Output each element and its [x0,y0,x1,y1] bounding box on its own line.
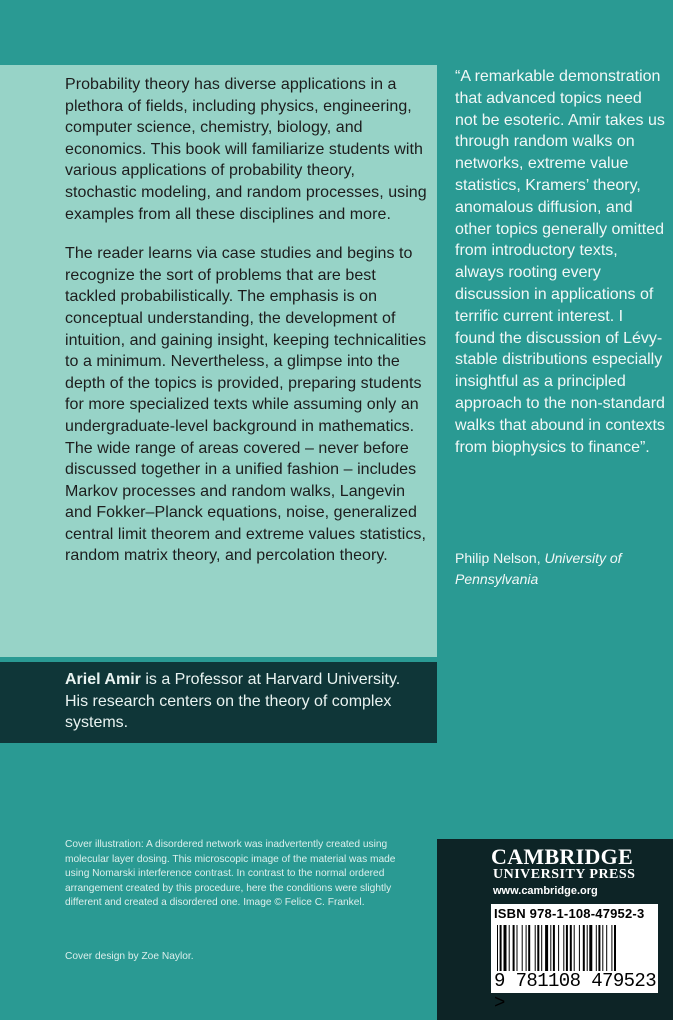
barcode-bar [596,925,597,971]
barcode-bar [614,925,616,971]
barcode-bar [611,925,612,971]
isbn-label: ISBN 978-1-108-47952-3 [494,906,645,921]
barcode-bar [570,925,572,971]
barcode-bar [589,925,592,971]
barcode-bar [558,925,559,971]
barcode-bar [566,925,568,971]
barcode-bar [550,925,551,971]
publisher-name: CAMBRIDGE [491,844,634,869]
barcode-bar [537,925,539,971]
barcode-bar [517,925,518,971]
barcode-bar [606,925,607,971]
description-paragraph-1: Probability theory has diverse applications in a plethora of fields, including physics, engineering, computer science, chemistry, biology, and economics. This book will familiarize students with various applications of probability theory, stochastic modeling, and random processes, using examples from all these disciplines and more. [65,76,427,223]
barcode-bar [535,925,536,971]
barcode-bar [563,925,564,971]
barcode-bar [587,925,588,971]
barcode-bar [526,925,527,971]
barcode-bar [509,925,510,971]
barcode-bar [497,925,498,971]
barcode-bar [553,925,555,971]
barcode-bar [541,925,542,971]
cover-design-credit: Cover design by Zoe Naylor. [65,951,194,962]
author-name: Ariel Amir [65,671,141,688]
author-bio [65,669,425,734]
barcode-bars-icon [497,925,657,971]
barcode-bar [598,925,600,971]
barcode-bar [504,925,507,971]
book-description [65,74,430,585]
barcode-digits: 9 781108 479523 > [494,970,657,1014]
cover-illustration-credit: Cover illustration: A disordered network was inadvertently created using molecular layer dosing. This microscopic image of the material was made using Nomarski interference contrast. In contrast to the normal ordered arrangement created by this procedure, here the conditions were slightly different and created a disordered one. Image © Felice C. Frankel. [65,839,396,909]
endorser-affiliation: University of Pennsylvania [455,550,622,587]
barcode-bar [513,925,515,971]
barcode-bar [583,925,585,971]
author-bio-text: is a Professor at Harvard University. His research centers on the theory of complex systems. [65,671,401,732]
barcode-bar [528,925,530,971]
endorsement-quote: “A remarkable demonstration that advanced topics need not be esoteric. Amir takes us through random walks on networks, extreme value statistics, Kramers’ theory, anomalous diffusion, and other topics generally omitted from introductory texts, always rooting every discussion in applications of terrific current interest. I found the discussion of Lévy-stable distributions especially insightful as a principled approach to the non-standard walks that abound in contexts from biophysics to finance”. [455,68,665,456]
barcode-bar [500,925,502,971]
endorsement-attribution [455,548,665,590]
barcode-bar [574,925,575,971]
description-paragraph-2: The reader learns via case studies and begins to recognize the sort of problems that are best tackled probabilistically. The emphasis is on conceptual understanding, the development of intuition, and gaining insight, keeping technicalities to a minimum. Nevertheless, a glimpse into the depth of the topics is provided, preparing students for more specialized texts while assuming only an undergraduate-level background in mathematics. The wide range of areas covered – never before discussed together in a unified fashion – includes Markov processes and random walks, Langevin and Fokker–Planck equations, noise, generalized central limit theorem and extreme values statistics, random matrix theory, and percolation theory. [65,245,427,565]
barcode-bar [522,925,523,971]
barcode-bar [602,925,603,971]
barcode-bar [579,925,580,971]
publisher-subtitle: UNIVERSITY PRESS [493,867,636,882]
barcode-bar [545,925,548,971]
publisher-website: www.cambridge.org [493,885,598,897]
endorser-name: Philip Nelson, [455,550,545,566]
